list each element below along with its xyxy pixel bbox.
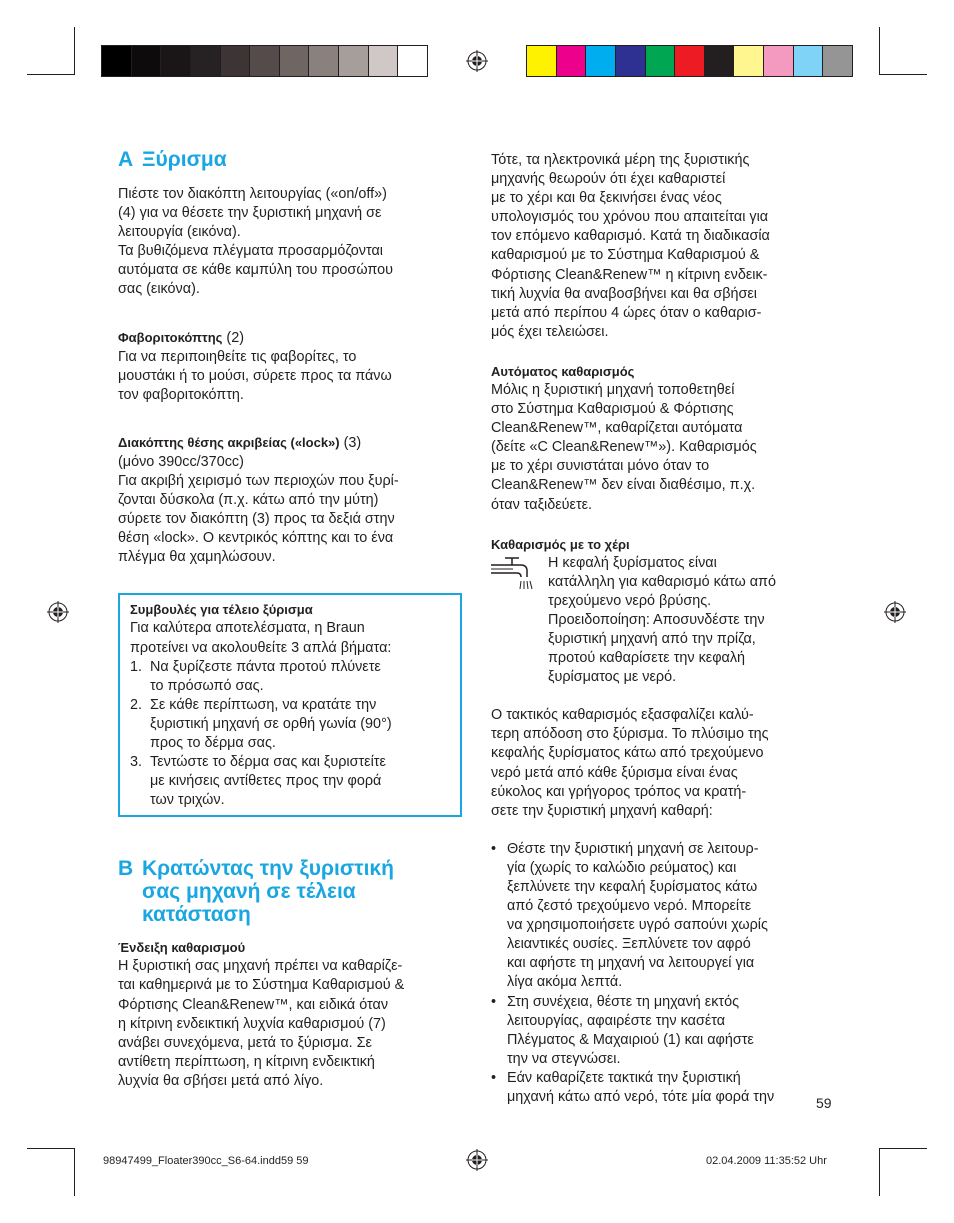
color-swatch — [339, 46, 369, 76]
crop-mark — [27, 74, 75, 75]
section-title: Κρατώντας την ξυριστική σας μηχανή σε τέλεια κατάσταση — [142, 857, 394, 927]
page-number: 59 — [816, 1095, 832, 1111]
manual-clean-row — [491, 554, 836, 688]
shaving-intro: Πιέστε τον διακόπτη λειτουργίας («on/off») (4) για να θέσετε την ξυριστική μηχανή σε λειτουργία (εικόνα). Τα βυθιζόμενα πλέγματα προσαρμόζονται αυτόματα σε κάθε καμπύλη του προσώπου σας (εικόνα). — [118, 186, 393, 298]
trimmer-text: Για να περιποιηθείτε τις φαβορίτες, το μουστάκι ή το μούσι, σύρετε προς τα πάνω τον φαβοριτοκόπτη. — [118, 348, 392, 403]
color-swatch — [586, 46, 616, 76]
color-swatch — [705, 46, 735, 76]
color-swatch — [557, 46, 587, 76]
section-a-heading — [118, 148, 463, 171]
left-column — [118, 148, 463, 1091]
bullet: • — [491, 1069, 497, 1086]
color-swatch — [250, 46, 280, 76]
color-swatch — [646, 46, 676, 76]
list-item — [130, 753, 451, 810]
list-item-text: Να ξυρίζεστε πάντα προτού πλύνετε το πρόσωπό σας. — [150, 658, 381, 694]
list-item — [130, 658, 451, 696]
bullet: • — [491, 993, 497, 1010]
tips-heading: Συμβουλές για τέλειο ξύρισμα — [130, 602, 313, 618]
color-swatch — [369, 46, 399, 76]
list-item-number: 2. — [130, 696, 143, 713]
indicator-heading: Ένδειξη καθαρισμού — [118, 940, 246, 956]
color-swatch — [102, 46, 132, 76]
list-item-number: 1. — [130, 658, 143, 675]
list-item — [491, 1069, 836, 1107]
footer-file: 98947499_Floater390cc_S6-64.indd59 59 — [103, 1155, 309, 1167]
crop-mark — [879, 1148, 880, 1196]
auto-clean-text: Μόλις η ξυριστική μηχανή τοποθετηθεί στο Σύστημα Καθαρισμού & Φόρτισης Clean&Renew™, καθαρίζεται αυτόματα (δείτε «C Clean&Renew™»). Καθαρισμός με το χέρι συνιστάται μόνο όταν το Clean&Renew™ δεν είναι διαθέσιμο, π.χ. όταν ταξιδεύετε. — [491, 381, 757, 513]
indicator-text: Η ξυριστική σας μηχανή πρέπει να καθαρίζε- ται καθημερινά με το Σύστημα Καθαρισμού & Φόρτισης Clean&Renew™, και ειδικά όταν η κίτρινη ενδεικτική λυχνία καθαρισμού (7) ανάβει συνεχόμενα, μετά το ξύρισμα. Σε αντίθετη περίπτωση, η κίτρινη ενδεικτική λυχνία θα σβήσει μετά από λίγο. — [118, 958, 405, 1089]
color-swatch — [280, 46, 310, 76]
color-swatch — [616, 46, 646, 76]
section-letter: A — [118, 148, 134, 171]
crop-mark — [74, 1148, 75, 1196]
list-item-text: Θέστε την ξυριστική μηχανή σε λειτουρ- γία (χωρίς το καλώδιο ρεύματος) και ξεπλύνετε την κεφαλή ξυρίσματος κάτω από ζεστό τρεχούμενο νερό. Μπορείτε να χρησιμοποιήσετε υγρό σαπούνι χωρίς λειαντικές ουσίες. Ξεπλύνετε τον αφρό και αφήστε τη μηχανή να λειτουργεί για λίγα ακόμα λεπτά. — [507, 840, 768, 991]
lock-text: (μόνο 390cc/370cc) Για ακριβή χειρισμό των περιοχών που ξυρί- ζονται δύσκολα (π.χ. κάτω από την μύτη) σύρετε τον διακόπτη (3) προς τα δεξιά στην θέση «lock». Ο κεντρικός κόπτης και το ένα πλέγμα θα χαμηλώσουν. — [118, 453, 399, 566]
color-swatch — [221, 46, 251, 76]
registration-mark-icon — [466, 1149, 488, 1171]
footer-date: 02.04.2009 11:35:52 Uhr — [706, 1155, 827, 1167]
auto-clean-heading: Αυτόματος καθαρισμός — [491, 363, 635, 379]
registration-mark-icon — [47, 601, 69, 623]
color-swatch — [161, 46, 191, 76]
crop-mark — [879, 27, 880, 75]
section-letter: B — [118, 857, 134, 881]
faucet-icon — [491, 556, 541, 598]
color-swatch — [823, 46, 852, 76]
bullet: • — [491, 840, 497, 857]
color-swatch — [191, 46, 221, 76]
tips-intro: Για καλύτερα αποτελέσματα, η Braun προτείνει να ακολουθείτε 3 απλά βήματα: — [130, 620, 392, 656]
manual-clean-text: Η κεφαλή ξυρίσματος είναι κατάλληλη για καθαρισμό κάτω από τρεχούμενο νερό βρύσης. Προειδοποίηση: Αποσυνδέστε την ξυριστική μηχανή από την πρίζα, προτού καθαρίσετε την κεφαλή ξυρίσματος με νερό. — [548, 554, 776, 686]
color-swatch — [764, 46, 794, 76]
regular-cleaning-text: Ο τακτικός καθαρισμός εξασφαλίζει καλύ- τερη απόδοση στο ξύρισμα. Το πλύσιμο της κεφαλής ξυρίσματος κάτω από τρεχούμενο νερό μετά από κάθε ξύρισμα είναι ένας εύκολος και γρήγορος τρόπος να κρατή- σετε την ξυριστική μηχανή καθαρή: — [491, 707, 769, 819]
list-item-text: Εάν καθαρίζετε τακτικά την ξυριστική μηχανή κάτω από νερό, τότε μία φορά την — [507, 1069, 775, 1106]
list-item — [491, 840, 836, 993]
color-swatch — [309, 46, 339, 76]
list-item — [130, 696, 451, 753]
list-item-text: Στη συνέχεια, θέστε τη μηχανή εκτός λειτουργίας, αφαιρέστε την κασέτα Πλέγματος & Μαχαιριού (1) και αφήστε την να στεγνώσει. — [507, 993, 754, 1067]
list-item — [491, 993, 836, 1069]
manual-clean-heading: Καθαρισμός με το χέρι — [491, 536, 630, 552]
crop-mark — [27, 1148, 75, 1149]
color-swatch — [675, 46, 705, 76]
color-swatch — [527, 46, 557, 76]
list-item-text: Τεντώστε το δέρμα σας και ξυριστείτε με κινήσεις αντίθετες προς την φορά των τριχών. — [150, 754, 386, 809]
section-b-heading — [118, 857, 463, 926]
crop-mark — [879, 1148, 927, 1149]
color-swatch — [734, 46, 764, 76]
trimmer-heading: Φαβοριτοκόπτης (2) — [118, 329, 245, 346]
crop-mark — [74, 27, 75, 75]
registration-mark-icon — [466, 50, 488, 72]
color-swatch — [794, 46, 824, 76]
crop-mark — [879, 74, 927, 75]
list-item-number: 3. — [130, 754, 143, 771]
tips-box — [118, 593, 462, 817]
registration-mark-icon — [884, 601, 906, 623]
lock-heading: Διακόπτης θέσης ακριβείας («lock») (3) — [118, 434, 362, 451]
right-column — [491, 151, 836, 1107]
grayscale-calibration-bar — [101, 45, 428, 77]
cleaning-steps-list — [491, 840, 836, 1107]
color-swatch — [398, 46, 427, 76]
cleaning-status-text: Τότε, τα ηλεκτρονικά μέρη της ξυριστικής μηχανής θεωρούν ότι έχει καθαριστεί με το χέρι και θα ξεκινήσει ένας νέος υπολογισμός του χρόνου που απαιτείται για τον επόμενο καθαρισμό. Κατά τη διαδικασία καθαρισμού με το Σύστημα Καθαρισμού & Φόρτισης Clean&Renew™ η κίτρινη ενδεικ- τική λυχνία θα αναβοσβήνει και θα σβήσει μετά από περίπου 4 ώρες όταν ο καθαρισ- μός έχει τελειώσει. — [491, 152, 770, 340]
section-title: Ξύρισμα — [142, 148, 227, 171]
color-calibration-bar — [526, 45, 853, 77]
color-swatch — [132, 46, 162, 76]
tips-list — [130, 658, 451, 811]
list-item-text: Σε κάθε περίπτωση, να κρατάτε την ξυριστική μηχανή σε ορθή γωνία (90°) προς το δέρμα σας. — [150, 696, 392, 751]
